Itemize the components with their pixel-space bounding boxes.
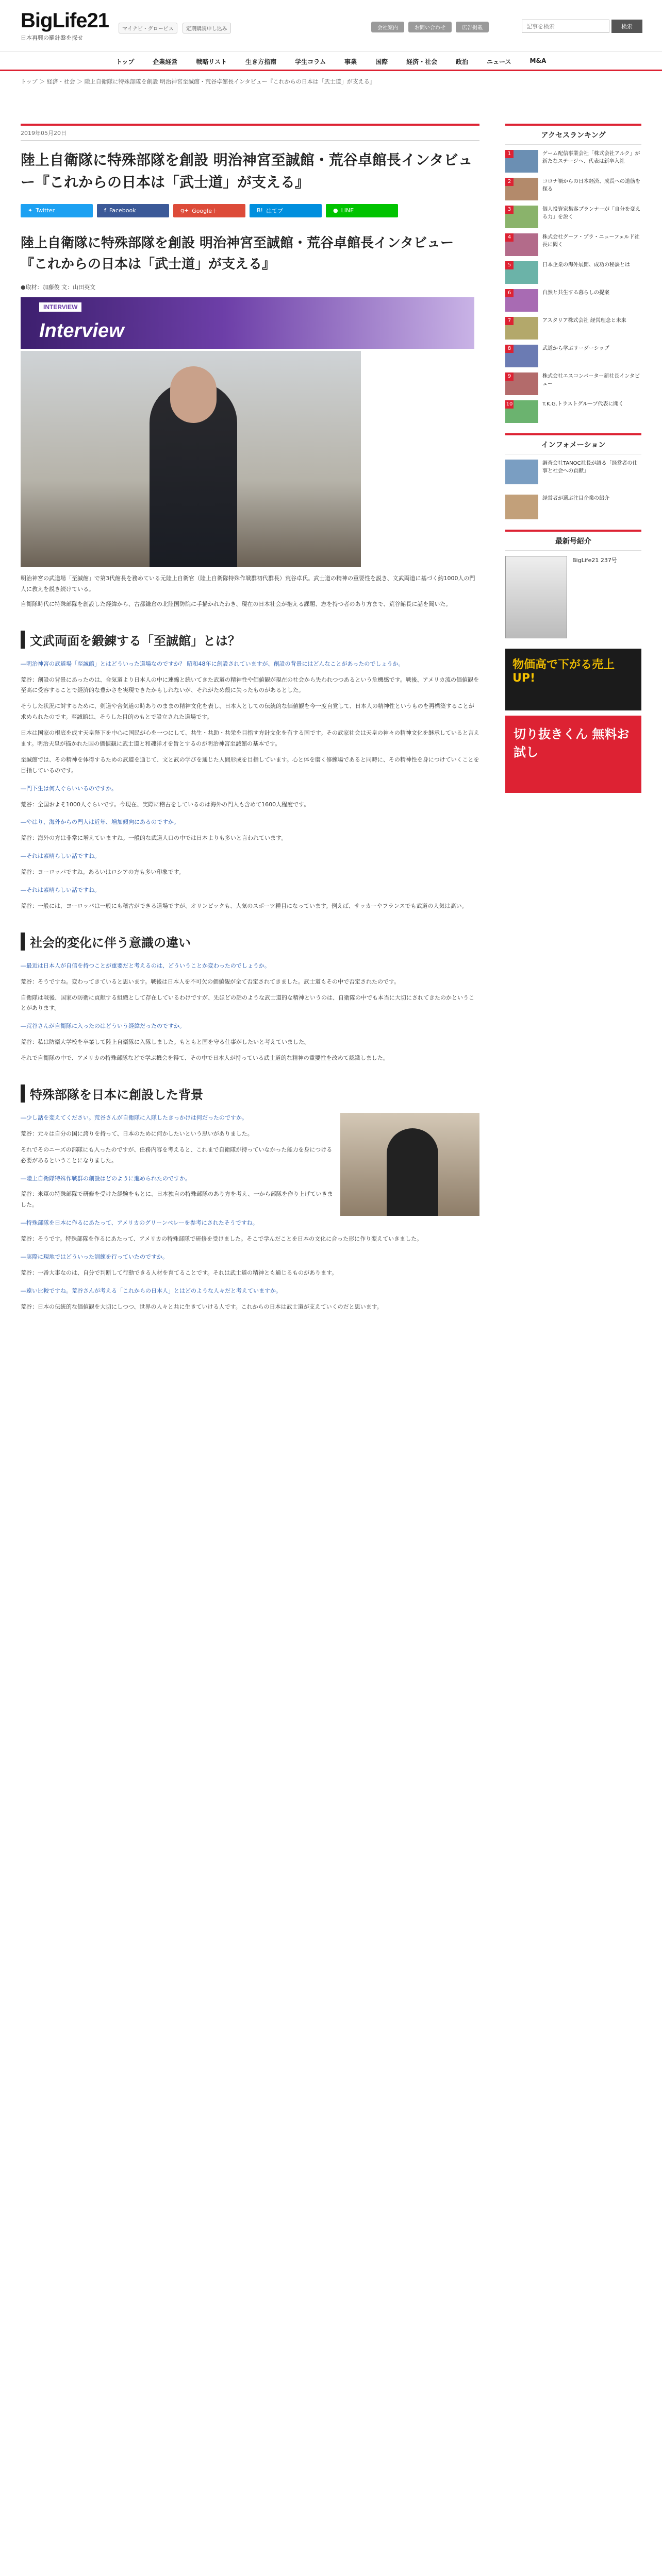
article-subtitle: 陸上自衛隊に特殊部隊を創設 明治神宮至誠館・荒谷卓館長インタビュー『これからの日本は「武士道」が支える』 (21, 235, 454, 273)
share-hatena-button[interactable] (250, 204, 322, 217)
magazine-cover[interactable] (505, 556, 567, 638)
magazine-title[interactable]: BigLife21 237号 (572, 557, 617, 564)
inline-photo (340, 1113, 479, 1216)
ranking-title[interactable]: 自然と共生する暮らしの提案 (542, 290, 609, 296)
search-input[interactable] (522, 20, 609, 33)
info-heading: インフォメーション (505, 433, 641, 454)
ranking-number: 1 (505, 150, 514, 158)
photo-subject-head (170, 366, 217, 423)
interview-photo (21, 351, 361, 567)
share-buttons (21, 204, 479, 217)
inline-photo-subject (387, 1128, 438, 1216)
ranking-number: 5 (505, 261, 514, 269)
ranking-number: 8 (505, 345, 514, 353)
logo-text[interactable]: BigLife21 (21, 9, 109, 32)
interview-answer: 荒谷：そうです。特殊部隊を作るにあたって、アメリカの特殊部隊で研修を受けました。そこで学んだことを日本の文化に合った形に作り変えていきました。 (21, 1235, 423, 1243)
ranking-title[interactable]: 株式会社エスコンバーター新社長インタビュー (542, 374, 640, 387)
interview-banner (21, 297, 474, 349)
hatena-icon: B! (257, 207, 263, 214)
nav-economy[interactable]: 経済・社会 (406, 58, 438, 65)
banner-text: Interview (39, 319, 124, 342)
breadcrumb[interactable]: トップ ＞ 経済・社会 ＞ 陸上自衛隊に特殊部隊を創設 明治神宮至誠館・荒谷卓館長インタビュー『これからの日本は「武士道」が支える』 (21, 78, 375, 85)
info-title[interactable]: 調査会社TANOC社長が語る「経営者の仕事と社会への貢献」 (542, 461, 638, 474)
ranking-item[interactable] (505, 372, 641, 395)
ranking-item[interactable] (505, 289, 641, 312)
section-heading: 文武両面を鍛錬する「至誠館」とは？ (21, 631, 479, 649)
magazine-promo[interactable] (505, 556, 641, 638)
article-intro (21, 573, 479, 610)
ranking-title[interactable]: 日本企業の海外展開、成功の秘訣とは (542, 262, 630, 268)
ranking-thumbnail[interactable] (505, 206, 538, 228)
interview-answer: 荒谷：全国およそ1000人ぐらいです。今現在、実際に稽古をしているのは海外の門人も含めて1600人程度です。 (21, 801, 310, 808)
share-label: Google＋ (192, 207, 218, 214)
logo-tagline: 日本再興の羅針盤を探せ (21, 35, 83, 41)
interview-answer: 荒谷：米軍の特殊部隊で研修を受けた経験をもとに、日本独自の特殊部隊のあり方を考え、一から部隊を作り上げていきました。 (21, 1191, 333, 1209)
info-thumbnail[interactable] (505, 460, 538, 484)
article (21, 124, 479, 1318)
facebook-icon: f (104, 207, 106, 214)
share-facebook-button[interactable] (97, 204, 169, 217)
section-heading: 社会的変化に伴う意識の違い (21, 933, 479, 951)
ranking-title[interactable]: T.K.G.トラストグループ代表に聞く (542, 401, 624, 407)
share-label: はてブ (266, 207, 283, 214)
info-title[interactable]: 経営者が選ぶ注目企業の紹介 (542, 496, 609, 501)
info-item[interactable] (505, 495, 641, 519)
article-title: 陸上自衛隊に特殊部隊を創設 明治神宮至誠館・荒谷卓館長インタビュー『これからの日本は「武士道」が支える』 (21, 151, 473, 191)
share-line-button[interactable] (326, 204, 398, 217)
ranking-title[interactable]: ゲーム配信事業会社「株式会社アルク」が新たなステージへ、代表は新卒入社 (542, 151, 640, 164)
nav-politics[interactable]: 政治 (456, 58, 469, 65)
interview-question: ―最近は日本人が自信を持つことが重要だと考えるのは、どういうことか変わったのでしょうか。 (21, 962, 270, 969)
banner-label: INTERVIEW (39, 302, 81, 312)
interview-question: ―やはり、海外からの門人は近年、増加傾向にあるのですか。 (21, 819, 179, 826)
interview-answer: そうした状況に対するために、剣道や合気道の時ありのままの精神文化を表し、日本人としての伝統的な価値観を今一度自覚して、日本人の精神性というものを再構築することが求められたのです。至誠館は、そうした目的のもとで設立された道場です。 (21, 703, 474, 721)
interview-answer: 荒谷：そうですね。変わってきていると思います。戦後は日本人を不可欠の価値観が全て否定されてきました。武士道もその中で否定されたのです。 (21, 978, 400, 985)
interview-question: ―それは素晴らしい話ですね。 (21, 887, 100, 893)
site-logo[interactable] (21, 9, 109, 42)
ranking-number: 2 (505, 178, 514, 186)
ranking-item[interactable] (505, 206, 641, 228)
contact-button[interactable]: お問い合わせ (408, 22, 452, 32)
share-label: LINE (341, 207, 354, 214)
interview-question: ―少し話を変えてください。荒谷さんが自衛隊に入隊したきっかけは何だったのですか。 (21, 1114, 247, 1122)
ranking-thumbnail[interactable] (505, 289, 538, 312)
global-nav (0, 52, 662, 71)
ranking-thumbnail[interactable] (505, 233, 538, 256)
info-list (505, 460, 641, 519)
ranking-thumbnail[interactable] (505, 150, 538, 173)
intro-paragraph: 明治神宮の武道場「至誠館」で第3代館長を務めている元陸上自衛官（陸上自衛隊特殊作戦群初代群長）荒谷卓氏。武士道の精神の重要性を説き、文武両道に基づく約1000人の門人に教えを説き続けている。 (21, 574, 475, 592)
ranking-number: 4 (505, 233, 514, 242)
interview-answer: 荒谷：私は防衛大学校を卒業して陸上自衛隊に入隊しました。もともと国を守る仕事がしたいと考えていました。 (21, 1039, 310, 1046)
article-body (21, 631, 479, 1318)
interview-answer: それでそのニーズの部隊にも入ったのですが、任務内容を考えると、これまで自衛隊が持っていなかった能力を身につける必要があるということになりました。 (21, 1146, 333, 1164)
section-heading: 特殊部隊を日本に創設した背景 (21, 1084, 479, 1103)
share-twitter-button[interactable] (21, 204, 93, 217)
company-button[interactable]: 会社案内 (371, 22, 404, 32)
interview-answer: 荒谷：元々は自分の国に誇りを持って、日本のために何かしたいという思いがありました。 (21, 1130, 253, 1137)
ranking-title[interactable]: 株式会社グーフ・プラ・ニューフェルド社長に聞く (542, 234, 640, 248)
ranking-item[interactable] (505, 150, 641, 173)
nav-life[interactable]: 生き方指南 (245, 58, 277, 65)
ranking-number: 9 (505, 372, 514, 381)
interview-answer: 荒谷：創設の背景にあったのは、合気道より日本人の中に連綿と続いてきた武道の精神性や価値観が現在の社会から失われつつあるという危機感です。戦後、アメリカ流の価値観を至高に受容することで経済的な豊かさを実現できたかもしれないが、それがため殻に失ったものがあるとした。 (21, 676, 479, 694)
header-links (119, 23, 231, 33)
interview-question: ―荒谷さんが自衛隊に入ったのはどういう経緯だったのですか。 (21, 1023, 185, 1030)
interview-answer: 日本は国家の根底を成す天皇陛下を中心に国民が心を一つにして、共生・共助・共栄を目指す方針文化を有する国です。その武家社会は天皇の神々の精神文化を継承していると言えます。明治天皇が描かれた国の価値観に武士道と和魂洋才を旨とするのが明治神宮至誠館の基本です。 (21, 730, 479, 747)
ranking-item[interactable] (505, 233, 641, 256)
nav-international[interactable]: 国際 (375, 58, 388, 65)
interview-question: ―遠い比較ですね。荒谷さんが考える「これからの日本人」とはどのような人々だと考えていますか。 (21, 1287, 282, 1294)
interview-answer: それで自衛隊の中で、アメリカの特殊部隊などで学ぶ機会を得て、その中で日本人が持っている武士道的な精神の重要性を改めて認識しました。 (21, 1055, 389, 1062)
ad-banner-trial[interactable]: 切り抜きくん 無料お試し (505, 716, 641, 793)
line-icon: ● (333, 207, 338, 214)
ranking-list (505, 150, 641, 423)
interview-answer: 荒谷：日本の伝統的な価値観を大切にしつつ、世界の人々と共に生きていける人です。これからの日本は武士道が支えていくのだと思います。 (21, 1303, 383, 1310)
ranking-item[interactable] (505, 400, 641, 423)
interview-question: ―門下生は何人ぐらいいるのですか。 (21, 785, 117, 792)
google-icon: g+ (180, 207, 189, 214)
ranking-title[interactable]: コロナ禍からの日本経済、成長への道筋を探る (542, 179, 640, 192)
nav-strategy[interactable]: 戦略リスト (196, 58, 227, 65)
ranking-thumbnail[interactable] (505, 178, 538, 200)
nav-student[interactable]: 学生コラム (295, 58, 326, 65)
ranking-title[interactable]: 武道から学ぶリーダーシップ (542, 346, 609, 351)
ranking-heading: アクセスランキング (505, 124, 641, 145)
ranking-thumbnail[interactable] (505, 400, 538, 423)
article-date: 2019年05月20日 (21, 124, 479, 141)
nav-news[interactable]: ニュース (487, 58, 511, 65)
ranking-thumbnail[interactable] (505, 317, 538, 340)
ranking-number: 7 (505, 317, 514, 325)
ad-button[interactable]: 広告掲載 (456, 22, 489, 32)
ranking-item[interactable] (505, 178, 641, 200)
ranking-thumbnail[interactable] (505, 345, 538, 367)
interview-answer: 自衛隊は戦後、国家の防衛に貢献する組織として存在しているわけですが、先ほどの話のような武士道的な精神というのは、自衛隊の中でも本当に大切にされてきたのかということがあります。 (21, 994, 474, 1012)
twitter-icon: ✦ (28, 207, 33, 214)
info-item[interactable] (505, 460, 641, 484)
interview-question: ―実際に現地ではどういった訓練を行っていたのですか。 (21, 1253, 168, 1261)
search-button[interactable]: 検索 (611, 20, 642, 33)
interview-question: ―明治神宮の武道場「至誠館」とはどういった道場なのですか？ 昭和48年に創設されていますが、創設の背景にはどんなことがあったのでしょうか。 (21, 660, 404, 667)
nav-home[interactable]: トップ (115, 58, 135, 65)
header-link-mynavi[interactable]: マイナビ・グロービス (119, 23, 177, 33)
ranking-title[interactable]: 個人投資家集客プランナーが「自分を変える力」を説く (542, 207, 640, 220)
nav-management[interactable]: 企業経営 (153, 58, 178, 65)
ranking-number: 6 (505, 289, 514, 297)
ranking-thumbnail[interactable] (505, 261, 538, 284)
magazine-heading: 最新号紹介 (505, 530, 641, 551)
share-label: Twitter (36, 207, 55, 214)
info-thumbnail[interactable] (505, 495, 538, 519)
article-byline: ●取材：加藤俊 文：山田英文 (21, 283, 96, 291)
share-label: Facebook (109, 207, 136, 214)
interview-question: ―陸上自衛隊特殊作戦群の創設はどのように進められたのですか。 (21, 1175, 191, 1182)
interview-answer: 荒谷：ヨーロッパですね。あるいはロシアの方も多い印象です。 (21, 869, 185, 876)
sidebar (505, 124, 641, 793)
intro-paragraph: 自衛隊時代に特殊部隊を創設した経緯から、古都鎌倉の北陸国防院に手描かれたわき、現在の日本社会が抱える課題、志を持つ者のあり方まで、荒谷館長に話を聞いた。 (21, 600, 452, 607)
interview-question: ―それは素晴らしい話ですね。 (21, 853, 100, 860)
interview-answer: 荒谷：一般には、ヨーロッパは一般にも稽古ができる道場ですが、オリンピックも、人気のスポーツ種目になっています。例えば、サッカーやフランスでも武道の人気は高い。 (21, 902, 468, 909)
ranking-number: 3 (505, 206, 514, 214)
site-header (0, 0, 662, 58)
interview-answer: 荒谷：海外の方は非常に増えていますね。一般的な武道人口の中では日本よりも多いと言われています。 (21, 835, 287, 842)
share-google-button[interactable] (173, 204, 245, 217)
nav-ma[interactable]: M&A (529, 57, 547, 64)
ad-banner[interactable]: 物価高で下がる売上UP! (505, 649, 641, 710)
interview-answer: 荒谷：一番大事なのは、自分で判断して行動できる人材を育てることです。それは武士道の精神とも通じるものがあります。 (21, 1269, 338, 1276)
ranking-title[interactable]: アスタリア株式会社 経営理念と未来 (542, 318, 626, 324)
header-buttons (371, 22, 489, 32)
interview-question: ―特殊部隊を日本に作るにあたって、アメリカのグリーンベレーを参考にされたそうですね。 (21, 1219, 258, 1227)
ranking-thumbnail[interactable] (505, 372, 538, 395)
interview-answer: 至誠館では、その精神を体得するための武道を通じて、文と武の学びを通じた人間形成を目指しています。心と体を磨く修練場であると同時に、その精神性を身につけていくことを目指しているのです。 (21, 756, 479, 774)
ranking-item[interactable] (505, 261, 641, 284)
nav-business[interactable]: 事業 (344, 58, 357, 65)
ranking-item[interactable] (505, 345, 641, 367)
ranking-item[interactable] (505, 317, 641, 340)
header-link-subscribe[interactable]: 定期購読申し込み (183, 23, 231, 33)
ranking-number: 10 (505, 400, 514, 409)
